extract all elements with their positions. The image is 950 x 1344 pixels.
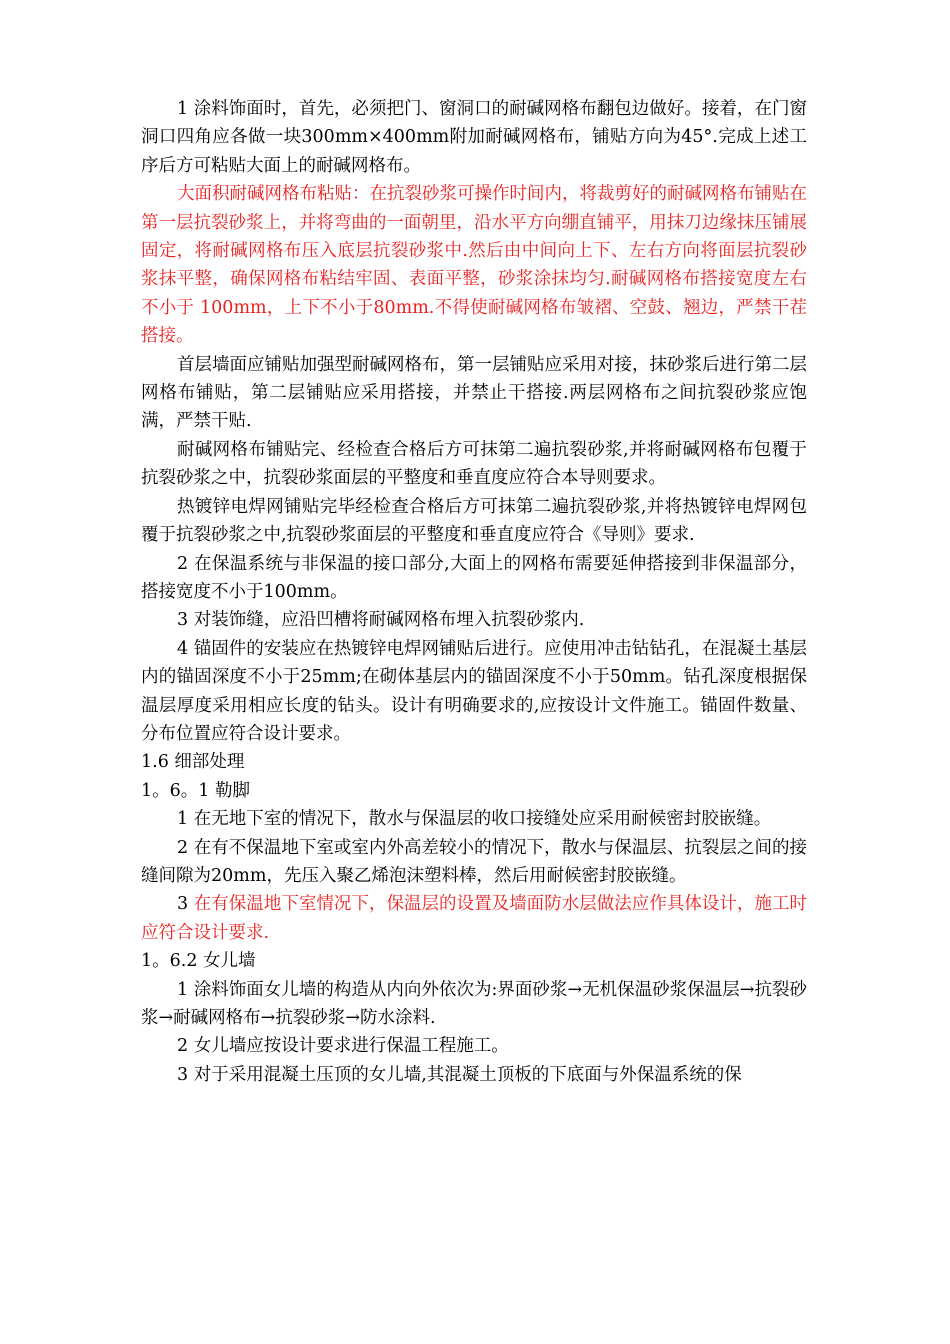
subsection-heading-plinth: 1。6。1 勒脚 <box>141 780 250 801</box>
paragraph-anchors: 4 锚固件的安装应在热镀锌电焊网铺贴后进行。应使用冲击钻钻孔，在混凝土基层内的锚固深度不小于25mm;在砌体基层内的锚固深度不小于50mm。钻孔深度根据保温层厚度采用相应长度的钻头。设计有明确要求的,应按设计文件施工。锚固件数量、分布位置应符合设计要求。 <box>141 638 807 744</box>
paragraph-first-floor-mesh: 首层墙面应铺贴加强型耐碱网格布，第一层铺贴应采用对接，抹砂浆后进行第二层网格布铺贴，第二层铺贴应采用搭接，并禁止干搭接.两层网格布之间抗裂砂浆应饱满，严禁干贴. <box>141 354 807 432</box>
paragraph-number: 3 <box>177 894 194 915</box>
highlighted-text: 在有保温地下室情况下，保温层的设置及墙面防水层做法应作具体设计，施工时应符合设计要求. <box>141 894 808 943</box>
paragraph-parapet-coping: 3 对于采用混凝土压顶的女儿墙,其混凝土顶板的下底面与外保温系统的保 <box>177 1064 742 1085</box>
paragraph-mesh-inspection: 耐碱网格布铺贴完、经检查合格后方可抹第二遍抗裂砂浆,并将耐碱网格布包覆于抗裂砂浆之中，抗裂砂浆面层的平整度和垂直度应符合本导则要求。 <box>141 439 807 489</box>
section-heading-detail: 1.6 细部处理 <box>141 752 245 773</box>
paragraph-decorative-joint: 3 对装饰缝，应沿凹槽将耐碱网格布埋入抗裂砂浆内. <box>177 610 585 631</box>
paragraph-welded-mesh: 热镀锌电焊网铺贴完毕经检查合格后方可抹第二遍抗裂砂浆,并将热镀锌电焊网包覆于抗裂砂浆之中,抗裂砂浆面层的平整度和垂直度应符合《导则》要求. <box>141 496 807 546</box>
document-page <box>141 95 807 1089</box>
paragraph-large-area-mesh: 大面积耐碱网格布粘贴：在抗裂砂浆可操作时间内，将裁剪好的耐碱网格布铺贴在第一层抗裂砂浆上，并将弯曲的一面朝里，沿水平方向绷直铺平，用抹刀边缘抹压铺展固定，将耐碱网格布压入底层抗裂砂浆中.然后由中间向上下、左右方向将面层抗裂砂浆抹平整，确保网格布粘结牢固、表面平整，砂浆涂抹均匀.耐碱网格布搭接宽度左右不小于 100mm，上下不小于80mm.不得使耐碱网格布皱褶、空鼓、翘边，严禁干茬搭接。 <box>141 184 807 347</box>
paragraph-interface-joint: 2 在保温系统与非保温的接口部分,大面上的网格布需要延伸搭接到非保温部分，搭接宽度不小于100mm。 <box>141 553 807 602</box>
paragraph-mesh-openings: 1 涂料饰面时，首先，必须把门、窗洞口的耐碱网格布翻包边做好。接着，在门窗洞口四角应各做一块300mm×400mm附加耐碱网格布，铺贴方向为45°.完成上述工序后方可粘贴大面上的耐碱网格布。 <box>141 99 807 176</box>
paragraph-no-basement: 1 在无地下室的情况下，散水与保温层的收口接缝处应采用耐候密封胶嵌缝。 <box>177 809 772 830</box>
paragraph-parapet-structure: 1 涂料饰面女儿墙的构造从内向外依次为:界面砂浆→无机保温砂浆保温层→抗裂砂浆→耐碱网格布→抗裂砂浆→防水涂料. <box>141 979 807 1028</box>
paragraph-parapet-design: 2 女儿墙应按设计要求进行保温工程施工。 <box>177 1036 509 1057</box>
paragraph-insulated-basement <box>141 890 807 947</box>
subsection-heading-parapet: 1。6.2 女儿墙 <box>141 951 256 972</box>
paragraph-unheated-basement: 2 在有不保温地下室或室内外高差较小的情况下，散水与保温层、抗裂层之间的接缝间隙为20mm，先压入聚乙烯泡沫塑料棒，然后用耐候密封胶嵌缝。 <box>141 837 807 886</box>
